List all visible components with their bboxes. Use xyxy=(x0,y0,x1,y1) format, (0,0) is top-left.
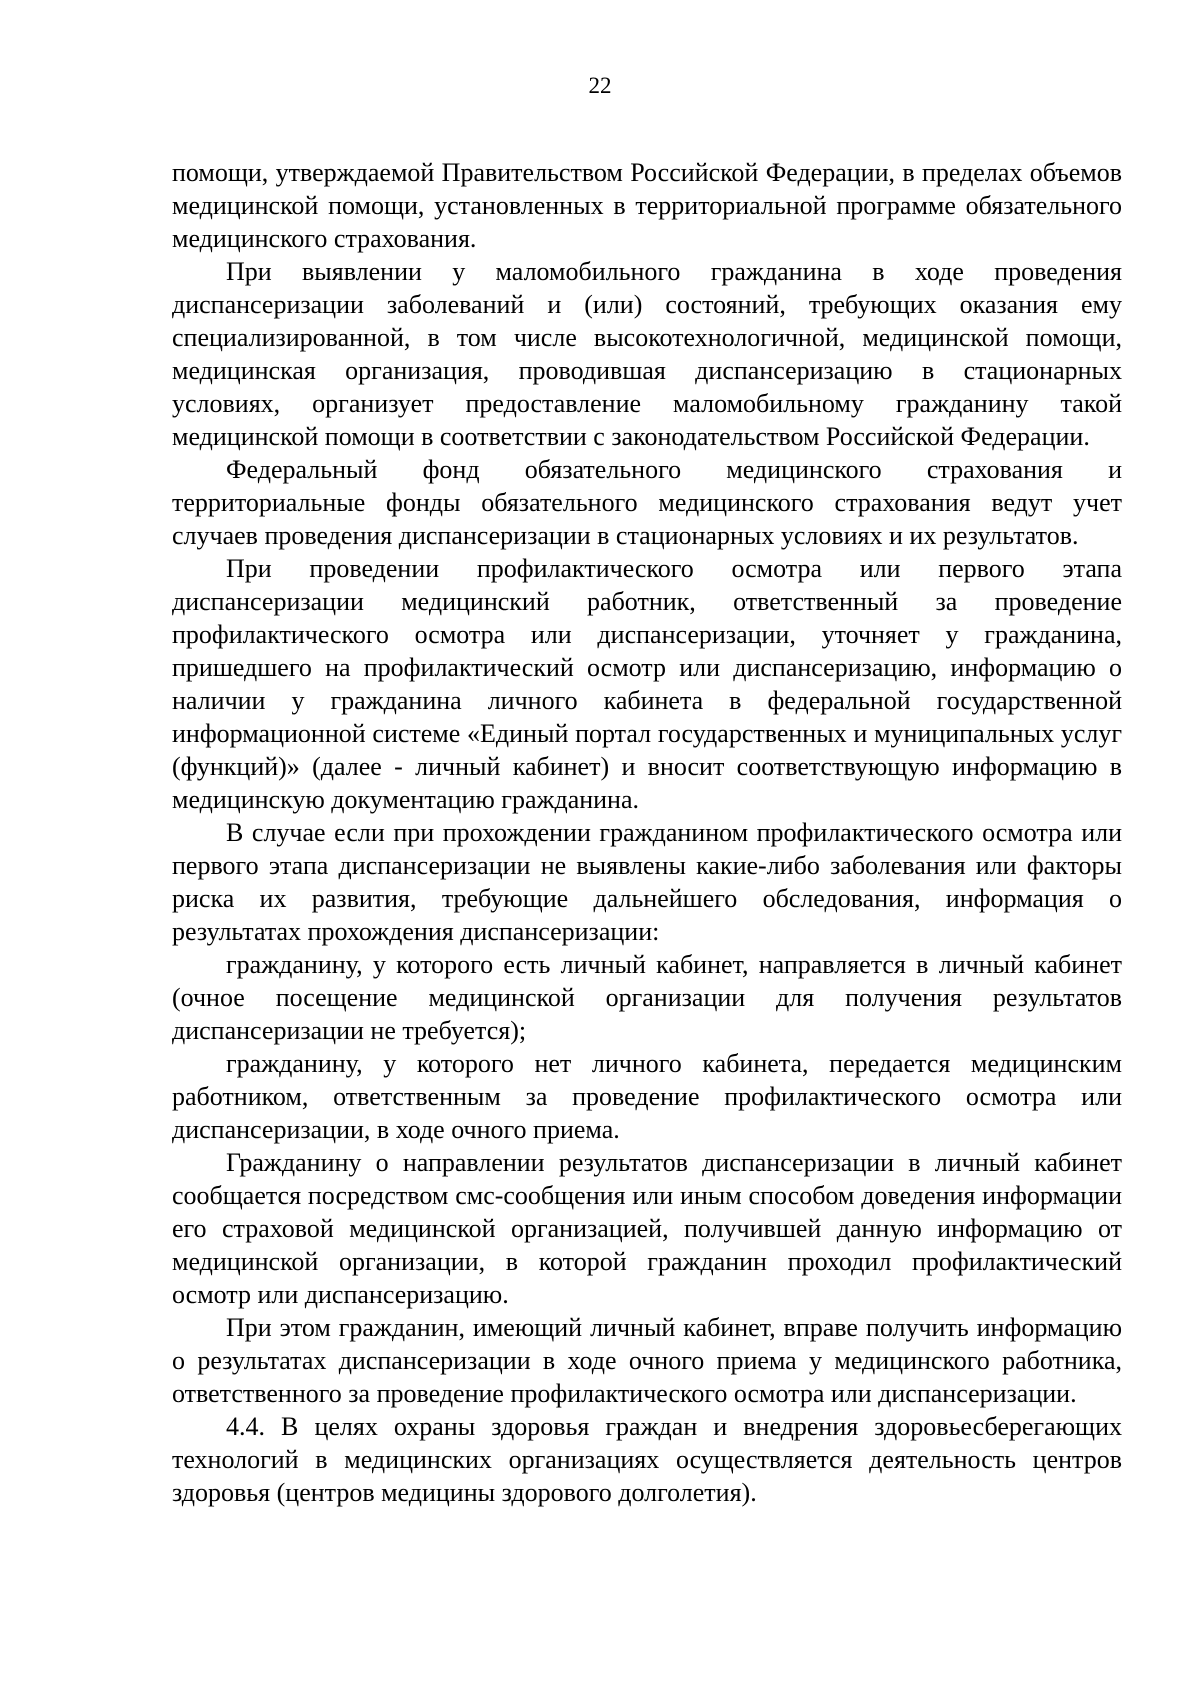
paragraph-section-4-4: 4.4. В целях охраны здоровья граждан и внедрения здоровьесберегающих технологий в медицинских организациях осуществляется деятельность центров здоровья (центров медицины здорового долголетия). xyxy=(172,1412,1122,1507)
page-number: 22 xyxy=(588,73,612,98)
paragraph-sms-notification: Гражданину о направлении результатов диспансеризации в личный кабинет сообщается посредством смс-сообщения или иным способом доведения информации его страховой медицинской организацией, получившей данную информацию от медицинской организации, в которой гражданин проходил профилактический осмотр или диспансеризацию. xyxy=(172,1148,1122,1309)
paragraph-in-person-results: При этом гражданин, имеющий личный кабинет, вправе получить информацию о результатах диспансеризации в ходе очного приема у медицинского работника, ответственного за проведение профилактического осмотра или диспансеризации. xyxy=(172,1313,1122,1408)
document-body xyxy=(172,156,1122,1509)
paragraph-no-diseases-found: В случае если при прохождении гражданином профилактического осмотра или первого этапа диспансеризации не выявлены какие-либо заболевания или факторы риска их развития, требующие дальнейшего обследования, информация о результатах прохождения диспансеризации: xyxy=(172,818,1122,946)
paragraph-without-personal-account: гражданину, у которого нет личного кабинета, передается медицинским работником, ответственным за проведение профилактического осмотра или диспансеризации, в ходе очного приема. xyxy=(172,1049,1122,1144)
paragraph-with-personal-account: гражданину, у которого есть личный кабинет, направляется в личный кабинет (очное посещение медицинской организации для получения результатов диспансеризации не требуется); xyxy=(172,950,1122,1045)
paragraph-insurance-funds-accounting: Федеральный фонд обязательного медицинского страхования и территориальные фонды обязательного медицинского страхования ведут учет случаев проведения диспансеризации в стационарных условиях и их результатов. xyxy=(172,455,1122,550)
paragraph-mobility-limited-care: При выявлении у маломобильного гражданина в ходе проведения диспансеризации заболеваний и (или) состояний, требующих оказания ему специализированной, в том числе высокотехнологичной, медицинской помощи, медицинская организация, проводившая диспансеризацию в стационарных условиях, организует предоставление маломобильному гражданину такой медицинской помощи в соответствии с законодательством Российской Федерации. xyxy=(172,257,1122,451)
paragraph-personal-account-check: При проведении профилактического осмотра или первого этапа диспансеризации медицинский работник, ответственный за проведение профилактического осмотра или диспансеризации, уточняет у гражданина, пришедшего на профилактический осмотр или диспансеризацию, информацию о наличии у гражданина личного кабинета в федеральной государственной информационной системе «Единый портал государственных и муниципальных услуг (функций)» (далее - личный кабинет) и вносит соответствующую информацию в медицинскую документацию гражданина. xyxy=(172,554,1122,814)
paragraph-continuation: помощи, утверждаемой Правительством Российской Федерации, в пределах объемов медицинской помощи, установленных в территориальной программе обязательного медицинского страхования. xyxy=(172,158,1122,253)
